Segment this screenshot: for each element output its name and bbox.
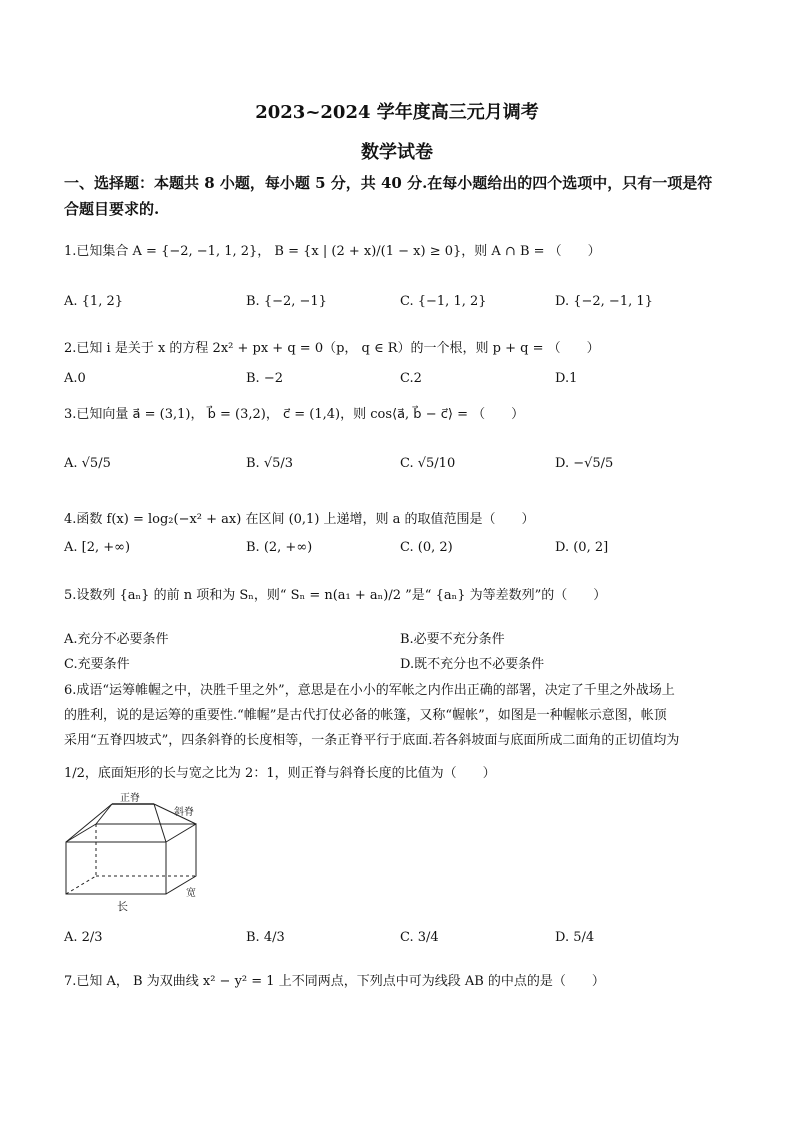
question-4-stem: 4.函数 f(x) = log₂(−x² + ax) 在区间 (0,1) 上递增，则 a 的取值范围是（ ） — [64, 512, 535, 527]
hip-line — [154, 804, 166, 842]
hip-line — [96, 804, 112, 824]
label-length: 长 — [117, 900, 128, 913]
q4-option-b: B. (2, +∞) — [246, 540, 313, 555]
q4-option-d: D. (0, 2] — [555, 540, 609, 555]
q3-option-c: C. √5/10 — [400, 456, 456, 471]
q1-option-c: C. {−1, 1, 2} — [400, 294, 487, 309]
question-6-stem-line-2: 的胜利，说的是运筹的重要性.“帷幄”是古代打仗必备的帐篷，又称“幄帐”，如图是一种幄帐示意图，帐顶 — [64, 708, 667, 723]
tent-side-face — [166, 824, 196, 894]
q6-option-b: B. 4/3 — [246, 930, 285, 945]
hip-line — [66, 804, 112, 842]
label-slant-ridge: 斜脊 — [174, 807, 194, 818]
section-heading: 一、选择题：本题共 8 小题，每小题 5 分，共 40 分.在每小题给出的四个选项中，只有一项是符 — [64, 174, 713, 192]
q4-option-c: C. (0, 2) — [400, 540, 453, 555]
q2-option-d: D.1 — [555, 371, 578, 386]
q1-option-b: B. {−2, −1} — [246, 294, 327, 309]
question-6-stem-line-4: 1/2，底面矩形的长与宽之比为 2：1，则正脊与斜脊长度的比值为（ ） — [64, 766, 496, 781]
exam-subtitle: 数学试卷 — [361, 142, 433, 163]
q6-option-d: D. 5/4 — [555, 930, 595, 945]
question-6-stem-line-1: 6.成语“运筹帷幄之中，决胜千里之外”，意思是在小小的军帐之内作出正确的部署，决定了千里之外战场上 — [64, 683, 675, 698]
q3-option-a: A. √5/5 — [64, 456, 111, 471]
q1-option-d: D. {−2, −1, 1} — [555, 294, 653, 309]
q5-option-c: C.充要条件 — [64, 657, 130, 672]
q1-option-a: A. {1, 2} — [64, 294, 124, 309]
tent-top-left-edge — [66, 824, 96, 842]
q3-option-d: D. −√5/5 — [555, 456, 614, 471]
label-width: 宽 — [186, 888, 196, 899]
q2-option-c: C.2 — [400, 371, 422, 386]
q4-option-a: A. [2, +∞) — [64, 540, 131, 555]
q5-option-d: D.既不充分也不必要条件 — [400, 657, 545, 672]
exam-title: 2023~2024 学年度高三元月调考 — [255, 102, 539, 123]
section-heading-cont: 合题目要求的. — [64, 200, 160, 218]
question-3-stem: 3.已知向量 a⃗ = (3,1)， b⃗ = (3,2)， c⃗ = (1,4)，则 cos⟨a⃗, b⃗ − c⃗⟩ = （ ） — [64, 407, 525, 422]
question-6-stem-line-3: 采用“五脊四坡式”，四条斜脊的长度相等，一条正脊平行于底面.若各斜坡面与底面所成二面角的正切值均为 — [64, 733, 680, 748]
q2-option-a: A.0 — [64, 371, 86, 386]
q5-option-a: A.充分不必要条件 — [64, 632, 169, 647]
q6-option-c: C. 3/4 — [400, 930, 439, 945]
question-5-stem: 5.设数列 {aₙ} 的前 n 项和为 Sₙ，则“ Sₙ = n(a₁ + aₙ)/2 ”是“ {aₙ} 为等差数列”的（ ） — [64, 588, 607, 603]
q2-option-b: B. −2 — [246, 371, 283, 386]
q6-option-a: A. 2/3 — [64, 930, 103, 945]
q3-option-b: B. √5/3 — [246, 456, 294, 471]
tent-figure — [62, 792, 212, 914]
question-1-stem: 1.已知集合 A = {−2, −1, 1, 2}， B = {x | (2 + x)/(1 − x) ≥ 0}，则 A ∩ B = （ ） — [64, 244, 601, 259]
label-ridge: 正脊 — [120, 793, 140, 804]
question-7-stem: 7.已知 A， B 为双曲线 x² − y² = 1 上不同两点，下列点中可为线段 AB 的中点的是（ ） — [64, 974, 605, 989]
tent-front-face — [66, 842, 166, 894]
q5-option-b: B.必要不充分条件 — [400, 632, 505, 647]
question-2-stem: 2.已知 i 是关于 x 的方程 2x² + px + q = 0（p， q ∈ R）的一个根，则 p + q = （ ） — [64, 341, 600, 356]
tent-hidden-edge — [66, 876, 96, 894]
